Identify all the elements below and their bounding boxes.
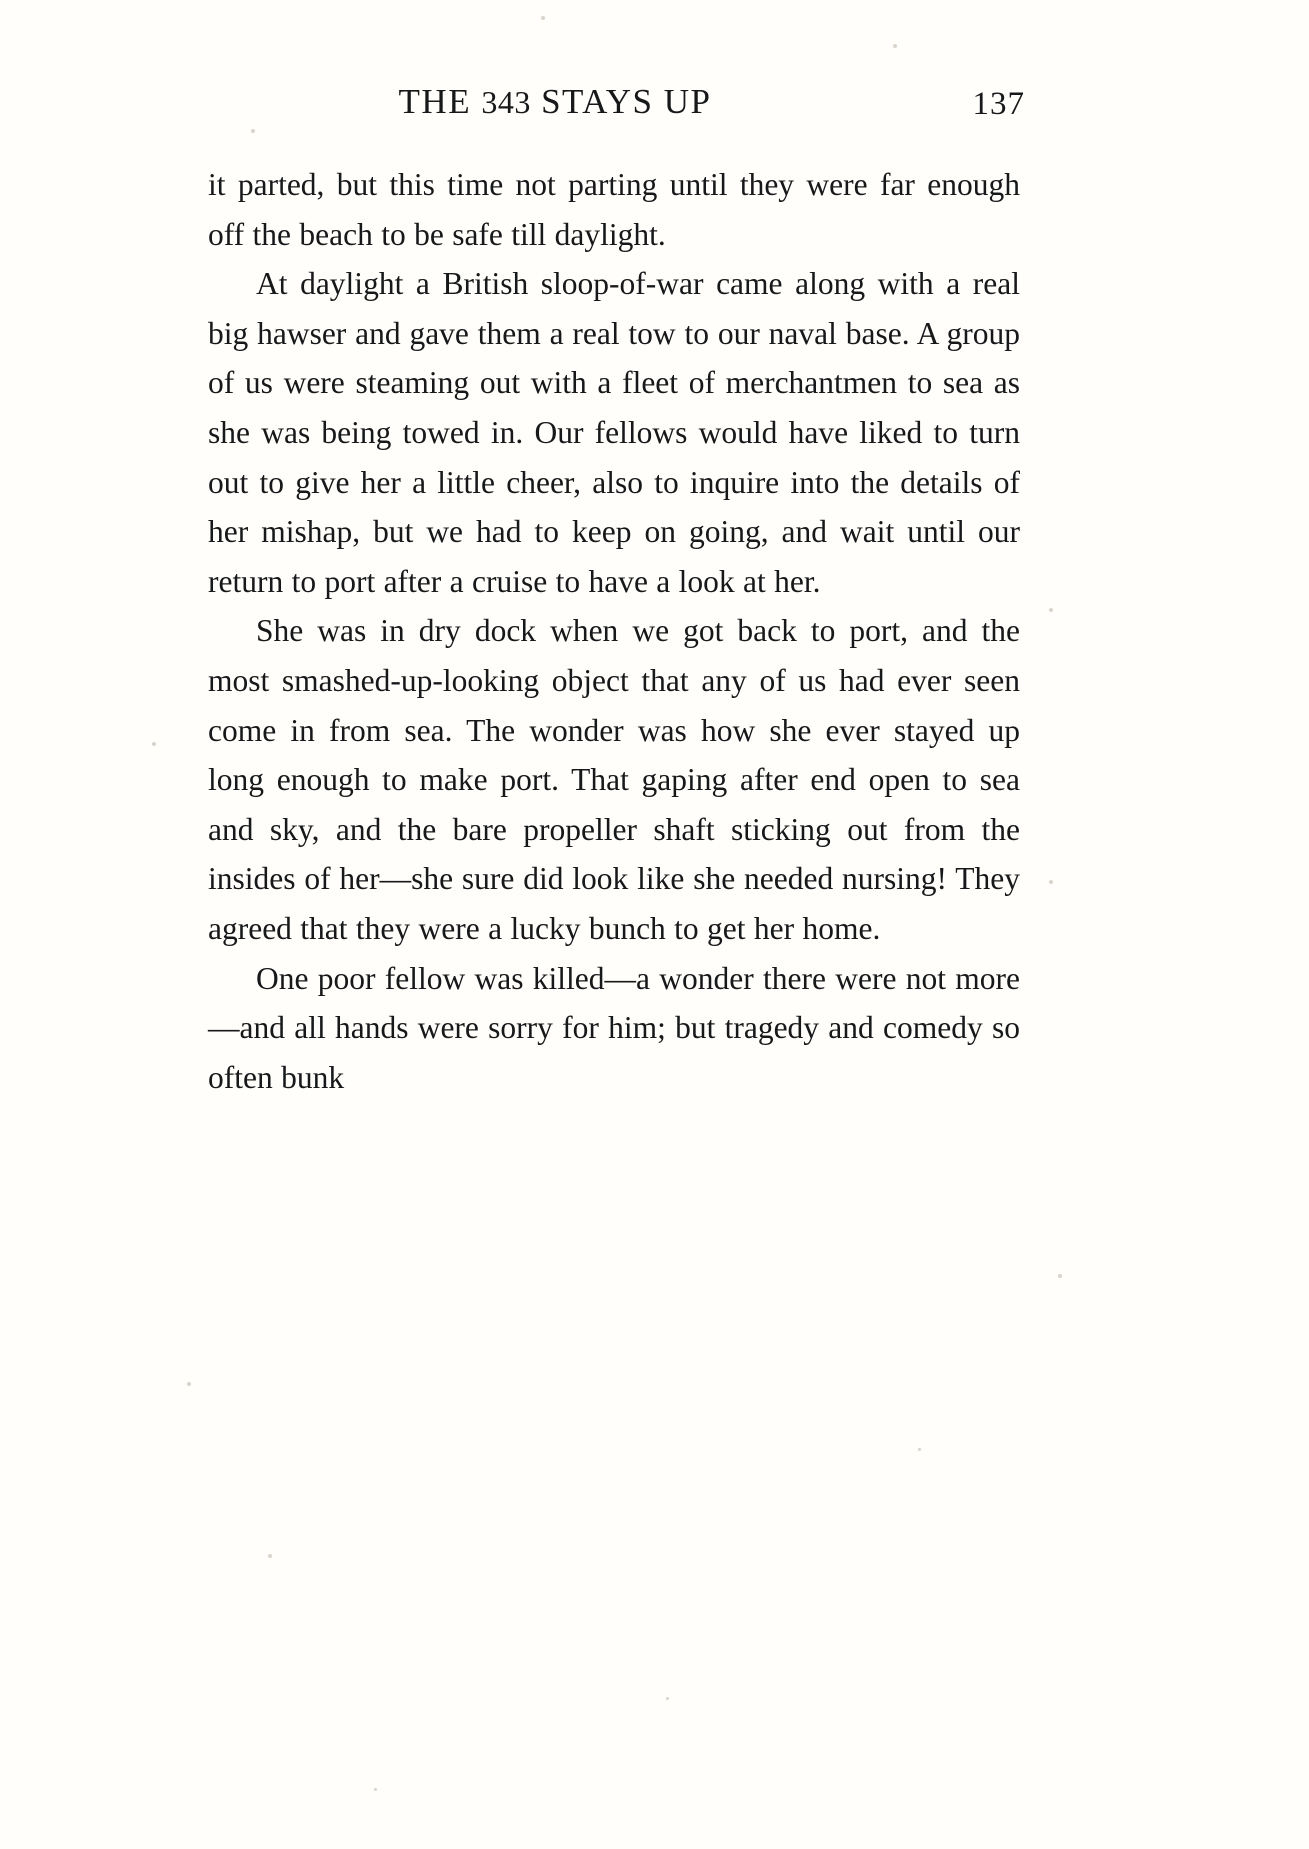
print-speck: [893, 44, 897, 48]
print-speck: [1049, 880, 1053, 884]
print-speck: [268, 1554, 272, 1558]
paragraph: She was in dry dock when we got back to port, and the most smashed-up-looking object that any of us had ever seen come in from sea. The wonder was how she ever stayed up long enough to make port. That gaping after end open to sea and sky, and the bare propeller shaft sticking out from the insides of her—she sure did look like she needed nursing! They agreed that they were a lucky bunch to get her home.: [208, 613, 1020, 946]
print-speck: [187, 1382, 191, 1386]
print-speck: [918, 1448, 921, 1451]
paragraph: At daylight a British sloop-of-war came along with a real big hawser and gave them a real tow to our naval base. A group of us were steaming out with a fleet of merchantmen to sea as she was being towed in. Our fellows would have liked to turn out to give her a little cheer, also to inquire into the details of her mishap, but we had to keep on going, and wait until our return to port after a cruise to have a look at her.: [208, 266, 1020, 599]
print-speck: [251, 129, 255, 133]
print-speck: [1058, 1274, 1062, 1278]
running-head: [205, 82, 905, 122]
print-speck: [374, 1788, 377, 1791]
print-speck: [666, 1697, 669, 1700]
paragraph: One poor fellow was killed—a wonder there were not more—and all hands were sorry for him; but tragedy and comedy so often bunk: [208, 960, 1020, 1095]
print-speck: [152, 742, 156, 746]
running-head-number: 343: [481, 84, 531, 120]
page-number: 137: [972, 86, 1025, 122]
running-head-rest: STAYS UP: [541, 82, 712, 121]
page-body: [208, 160, 1020, 1102]
print-speck: [541, 16, 545, 20]
running-head-title: THE: [398, 82, 472, 121]
print-speck: [1049, 608, 1053, 612]
paragraph: it parted, but this time not parting until they were far enough off the beach to be safe till daylight.: [208, 167, 1020, 252]
page-header: [205, 82, 1025, 138]
